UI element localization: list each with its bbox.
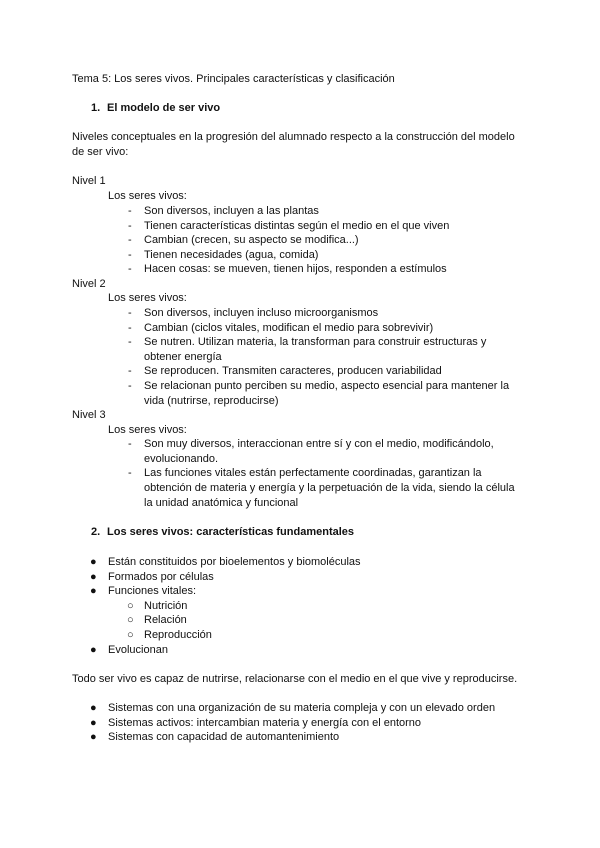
level-3-subtitle: Los seres vivos: <box>108 424 187 436</box>
level-1-item-3: Cambian (crecen, su aspecto se modifica...) <box>144 234 359 246</box>
feature-bullet-4: Evolucionan <box>108 644 168 656</box>
system-bullet-3: Sistemas con capacidad de automantenimiento <box>108 731 340 743</box>
level-2-item-2: Cambian (ciclos vitales, modifican el medio para sobrevivir) <box>144 322 434 334</box>
vital-function-3: Reproducción <box>144 629 212 641</box>
level-1-subtitle: Los seres vivos: <box>108 190 187 202</box>
level-2-item-3-line-2: obtener energía <box>144 351 222 363</box>
bullet-icon: ● <box>90 717 97 729</box>
bullet-icon: ● <box>90 556 97 568</box>
section-1-number: 1. <box>91 102 101 114</box>
dash-icon: - <box>128 467 132 479</box>
circle-bullet-icon: ○ <box>127 629 134 641</box>
level-3-item-2-line-3: la unidad anatómica y funcional <box>144 497 299 509</box>
dash-icon: - <box>128 380 132 392</box>
dash-icon: - <box>128 322 132 334</box>
dash-icon: - <box>128 205 132 217</box>
level-2-item-4: Se reproducen. Transmiten caracteres, producen variabilidad <box>144 365 442 377</box>
bullet-icon: ● <box>90 644 97 656</box>
dash-icon: - <box>128 249 132 261</box>
feature-bullet-2: Formados por células <box>108 571 214 583</box>
circle-bullet-icon: ○ <box>127 600 134 612</box>
level-3-item-1-line-1: Son muy diversos, interaccionan entre sí y con el medio, modificándolo, <box>144 438 494 450</box>
feature-bullet-1: Están constituidos por bioelementos y biomoléculas <box>108 556 361 568</box>
level-2-item-5-line-2: vida (nutrirse, reproducirse) <box>144 395 279 407</box>
level-2-item-3-line-1: Se nutren. Utilizan materia, la transforman para construir estructuras y <box>144 336 487 348</box>
bullet-icon: ● <box>90 731 97 743</box>
bullet-icon: ● <box>90 702 97 714</box>
system-bullet-1: Sistemas con una organización de su materia compleja y con un elevado orden <box>108 702 496 714</box>
dash-icon: - <box>128 438 132 450</box>
dash-icon: - <box>128 263 132 275</box>
level-3-label: Nivel 3 <box>72 409 106 421</box>
level-2-item-5-line-1: Se relacionan punto perciben su medio, aspecto esencial para mantener la <box>144 380 510 392</box>
bullet-icon: ● <box>90 585 97 597</box>
level-1-item-4: Tienen necesidades (agua, comida) <box>144 249 319 261</box>
dash-icon: - <box>128 220 132 232</box>
dash-icon: - <box>128 336 132 348</box>
level-3-item-1-line-2: evolucionando. <box>144 453 219 465</box>
dash-icon: - <box>128 234 132 246</box>
level-2-label: Nivel 2 <box>72 278 106 290</box>
level-1-item-1: Son diversos, incluyen a las plantas <box>144 205 319 217</box>
circle-bullet-icon: ○ <box>127 614 134 626</box>
section-2-heading: Los seres vivos: características fundamentales <box>107 526 355 538</box>
dash-icon: - <box>128 307 132 319</box>
intro-line-2: de ser vivo: <box>72 146 129 158</box>
intro-line-1: Niveles conceptuales en la progresión del alumnado respecto a la construcción del modelo <box>72 131 515 143</box>
section-1-heading: El modelo de ser vivo <box>107 102 221 114</box>
section-2-number: 2. <box>91 526 101 538</box>
bullet-icon: ● <box>90 571 97 583</box>
level-1-label: Nivel 1 <box>72 175 106 187</box>
feature-bullet-3: Funciones vitales: <box>108 585 197 597</box>
level-3-item-2-line-1: Las funciones vitales están perfectamente coordinadas, garantizan la <box>144 467 482 479</box>
system-bullet-2: Sistemas activos: intercambian materia y energía con el entorno <box>108 717 422 729</box>
vital-function-2: Relación <box>144 614 187 626</box>
level-2-subtitle: Los seres vivos: <box>108 292 187 304</box>
dash-icon: - <box>128 365 132 377</box>
level-1-item-5: Hacen cosas: se mueven, tienen hijos, responden a estímulos <box>144 263 447 275</box>
document-title: Tema 5: Los seres vivos. Principales características y clasificación <box>72 73 395 85</box>
summary-paragraph: Todo ser vivo es capaz de nutrirse, relacionarse con el medio en el que vive y reproducirse. <box>72 673 518 685</box>
level-3-item-2-line-2: obtención de materia y energía y la perpetuación de la vida, siendo la célula <box>144 482 515 494</box>
vital-function-1: Nutrición <box>144 600 188 612</box>
level-2-item-1: Son diversos, incluyen incluso microorganismos <box>144 307 379 319</box>
level-1-item-2: Tienen características distintas según el medio en el que viven <box>144 220 450 232</box>
